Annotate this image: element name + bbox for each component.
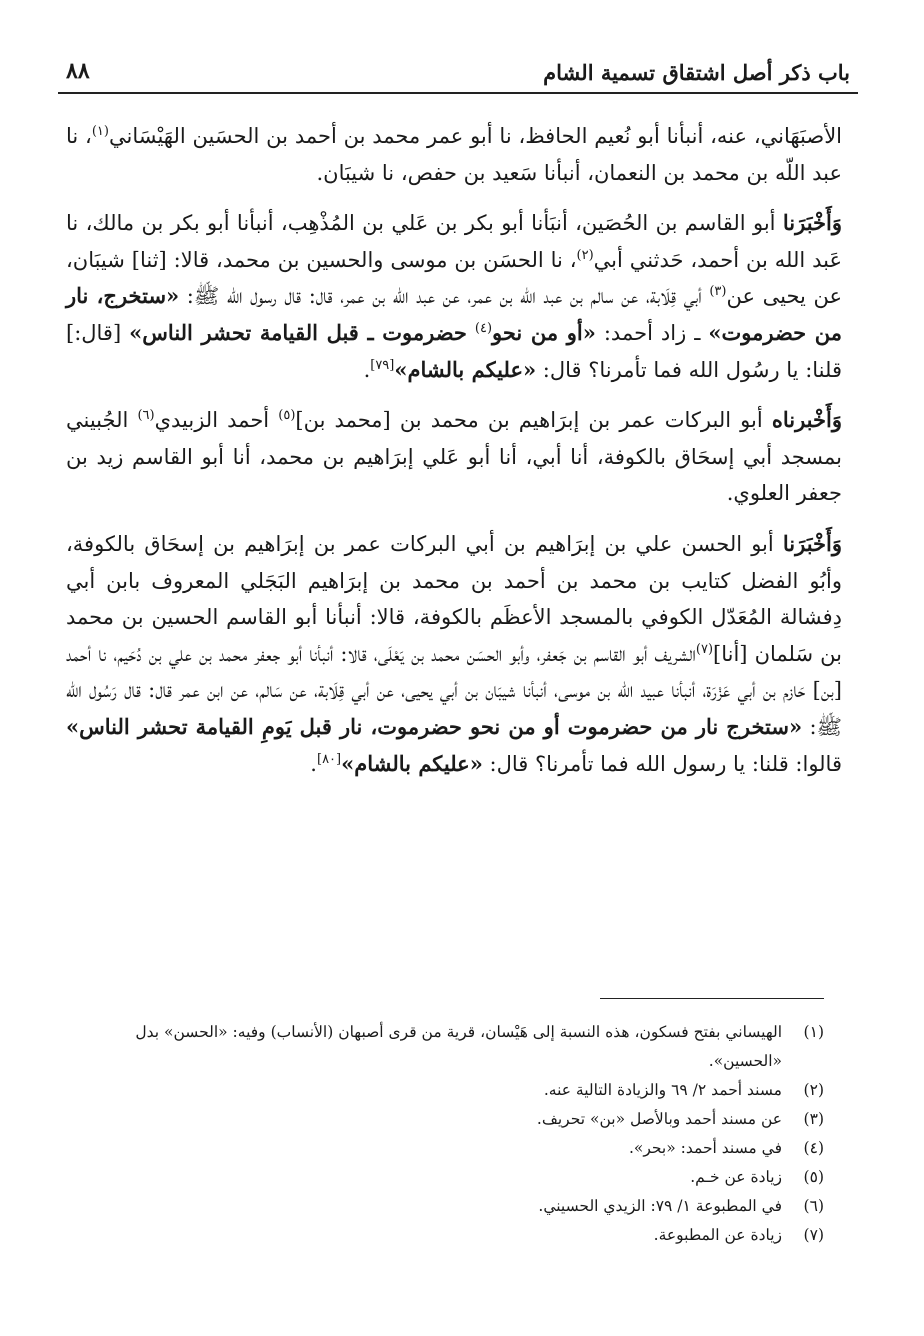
paragraph-lead: وَأَخْبَرَنا: [782, 530, 842, 556]
paragraph-text: ، نا عبد اللّه بن محمد بن النعمان، أنبأنا سَعيد بن حفص، نا شيبَان.: [66, 124, 842, 185]
footnote: [80, 1076, 824, 1105]
footnote-ref[interactable]: (٧): [695, 641, 714, 657]
hadith-number: [٨٠]: [316, 751, 342, 767]
footnote-number: (٦): [803, 1197, 824, 1215]
footnote-text: زيادة عن خـم.: [690, 1168, 782, 1186]
footnote-text: في مسند أحمد: «بحر».: [628, 1139, 782, 1157]
footnote-text: عن مسند أحمد وبالأصل «بن» تحريف.: [536, 1110, 782, 1128]
paragraph-3: [66, 402, 842, 512]
main-text: [66, 118, 842, 796]
footnote-number: (٧): [803, 1226, 824, 1244]
paragraph-text: أبي قِلَابة، عن سالم بن عبد اللّه بن عمر، عن عبد اللّه بن عمر، قال: قال رسول الله ﷺ:: [186, 284, 702, 309]
paragraph-4: [66, 526, 842, 782]
footnote-text: الهيساني بفتح فسكون، هذه النسبة إلى هَيْسان، قرية من قرى أصبهان (الأنساب) وفيه: «الحسن» بدل «الحسين».: [135, 1023, 782, 1070]
hadith-quote: «ستخرج، نار من حضرموت»: [66, 283, 843, 345]
footnote-number: (٤): [803, 1139, 824, 1157]
footnote: [80, 1192, 824, 1221]
paragraph-lead: وَأَخْبَرَنا: [782, 210, 842, 236]
paragraph-lead: وَأَخْبرناه: [771, 407, 842, 433]
footnote: [80, 1018, 824, 1076]
paragraph-1: [66, 118, 842, 191]
footnote-number: (٢): [803, 1081, 824, 1099]
paragraph-text: أبو القاسم بن الحُصَين، أنبَأنا أبو بكر بن عَلي بن المُذْهِب، أنبأنا أبو بكر بن مالك، نا عَبد الله بن أحمد، حَدثني أبي: [66, 211, 843, 272]
footnote-ref[interactable]: (٣): [709, 284, 727, 300]
hadith-quote: «ستخرج نار من حضرموت أو من نحو حضرموت، نار قبل يَومِ القيامة تحشر الناس»: [66, 713, 803, 739]
paragraph-text: الجُبيني بمسجد أبي إسحَاق بالكوفة، أنا أبي، أنا أبو عَلي إبرَاهيم بن محمد، أنا أبو القاسم زيد بن جعفر العلوي.: [66, 408, 842, 506]
hadith-quote: «عليكم بالشام»: [394, 356, 537, 382]
paragraph-text: [قال:] قلنا: يا رسُول الله فما تأمرنا؟ قال:: [66, 320, 842, 382]
hadith-quote: «عليكم بالشام»: [341, 750, 483, 776]
footnote-number: (١): [803, 1023, 824, 1041]
paragraph-text: أبو الحسن علي بن إبرَاهيم بن أبي البركات عمر بن إبرَاهيم بن إسحَاق بالكوفة، وأبُو الفضل كتايب بن محمد بن أحمد بن محمد بن إبرَاهيم البَجَلي المعروف بابن أبي دِفشالة المُعَدّل الكوفي بالمسجد الأعظَم بالكوفة، قالا: أنبأنا أبو القاسم الحسين بن محمد بن سَلمان [أنا]: [66, 531, 842, 666]
footnote-text: في المطبوعة ١/ ٧٩: الزيدي الحسيني.: [538, 1197, 782, 1215]
running-header: [58, 56, 858, 94]
hadith-quote: «أو من نحو: [492, 319, 596, 345]
paragraph-text: قالوا: قلنا: يا رسول الله فما تأمرنا؟ قال:: [489, 751, 842, 776]
footnote-number: (٥): [803, 1168, 824, 1186]
paragraph-text: ، نا الحسَن بن موسى والحسين بن محمد، قالا: [ثنا] شيبَان، عن يحيى عن: [66, 247, 842, 309]
footnote-separator: [600, 998, 824, 999]
paragraph-text: الأصبَهَاني، عنه، أنبأنا أبو نُعيم الحافظ، نا أبو عمر محمد بن أحمد بن الحسَين الهَيْسَاني: [108, 124, 843, 148]
footnote-ref[interactable]: (٦): [137, 408, 155, 424]
footnote-text: مسند أحمد ٢/ ٦٩ والزيادة التالية عنه.: [543, 1081, 782, 1099]
footnote-ref[interactable]: (٢): [576, 247, 594, 263]
paragraph-text: أبو البركات عمر بن إبرَاهيم بن محمد بن [محمد بن]: [295, 408, 763, 433]
footnote-ref[interactable]: (٤): [474, 320, 493, 336]
footnote-text: زيادة عن المطبوعة.: [653, 1226, 782, 1244]
footnote: [80, 1105, 824, 1134]
hadith-quote: حضرموت ـ قبل القيامة تحشر الناس»: [129, 319, 467, 345]
chapter-title: باب ذكر أصل اشتقاق تسمية الشام: [543, 60, 850, 85]
footnote: [80, 1163, 824, 1192]
hadith-number: [٧٩]: [370, 357, 395, 373]
footnote-number: (٣): [803, 1110, 824, 1128]
paragraph-text: ـ زاد أحمد:: [603, 320, 701, 345]
paragraph-text: .: [363, 357, 371, 382]
footnote: [80, 1134, 824, 1163]
footnote-ref[interactable]: (٥): [278, 408, 296, 424]
header-rule: [58, 92, 858, 94]
paragraph-text: .: [310, 751, 317, 776]
footnotes: [80, 1018, 824, 1250]
paragraph-2: [66, 205, 842, 388]
page-number: ٨٨: [66, 58, 90, 84]
paragraph-text: أحمد الزبيدي: [154, 408, 270, 433]
footnote: [80, 1221, 824, 1250]
paragraph-text: الشريف أبو القاسم بن جَعفر، وأبو الحسَن محمد بن يَعْلَى، قالا: أنبأنا أبو جعفر محمد بن علي بن دُحَيم، نا أحمد [بن] حَازم بن أبي عَزْرَة، أنبأنا عبيد الله بن موسى، أنبأنا شيبَان بن أبي يحيى، عن أبي قِلَابة، عن سَالم، عن ابن عمر قال: قال رَسُول الله ﷺ:: [66, 641, 842, 739]
footnote-ref[interactable]: (١): [91, 124, 109, 139]
